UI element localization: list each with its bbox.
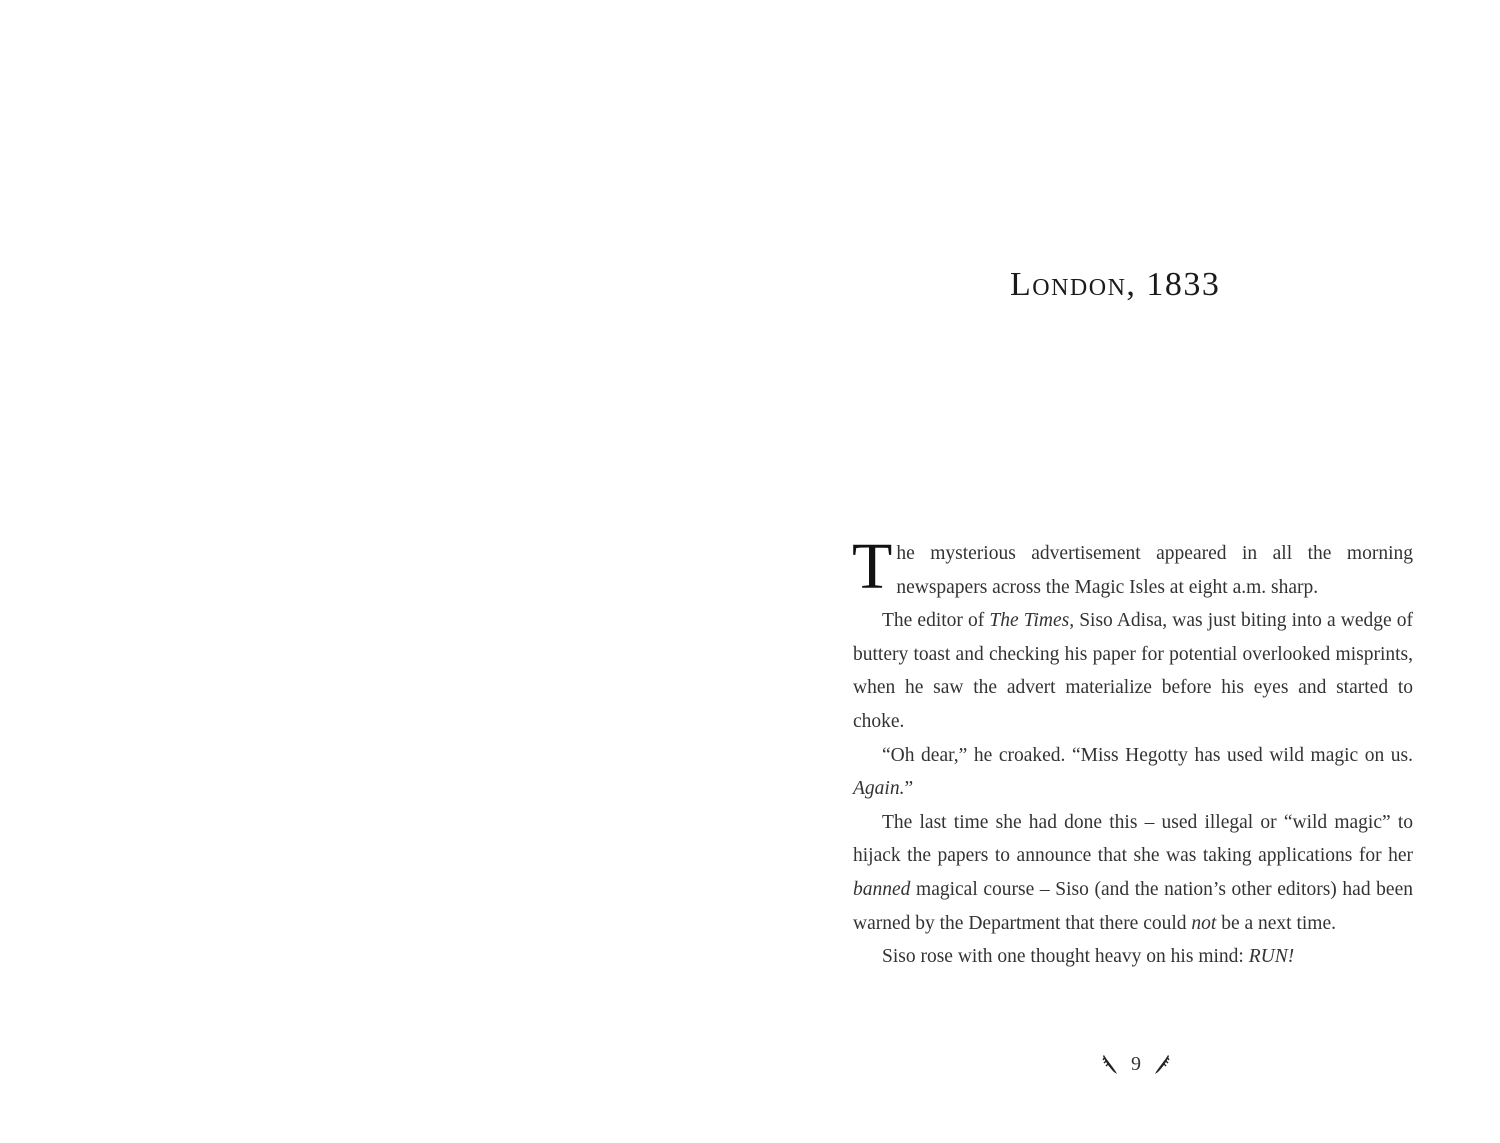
newspaper-title-italic: The Times, [989, 610, 1075, 632]
not-italic: not [1191, 912, 1217, 934]
paragraph-4 [853, 806, 1413, 940]
feather-right-icon [1153, 1053, 1171, 1075]
page-footer [1096, 1050, 1176, 1078]
paragraph-3 [853, 739, 1413, 806]
again-italic: Again. [853, 778, 905, 800]
paragraph-4-text-a: The last time she had done this – used illegal or “wild magic” to hijack the papers to announce that she was taking applications for her [853, 811, 1413, 867]
drop-cap: T [852, 530, 893, 603]
run-italic: RUN! [1248, 946, 1295, 968]
paragraph-1-text: he mysterious advertisement appeared in all the morning newspapers across the Magic Isles at eight a.m. sharp. [896, 543, 1413, 598]
paragraph-3-text-b: ” [904, 778, 914, 800]
feather-left-icon [1101, 1053, 1119, 1075]
chapter-title: London, 1833 [1010, 266, 1221, 303]
body-text [852, 530, 1414, 974]
paragraph-4-text-b: magical course – Siso (and the nation’s other editors) had been warned by the Department that there could [853, 878, 1413, 934]
paragraph-3-text-a: “Oh dear,” he croaked. “Miss Hegotty has used wild magic on us. [882, 744, 1413, 766]
paragraph-4-text-c: be a next time. [1216, 912, 1337, 934]
paragraph-2-text-a: The editor of [882, 610, 990, 632]
page-number: 9 [1131, 1052, 1141, 1075]
paragraph-2-text-b: Siso Adisa, was just biting into a wedge of buttery toast and checking his paper for potential overlooked misprints, when he saw the advert materialize before his eyes and started to choke. [853, 610, 1414, 732]
paragraph-1 [852, 530, 1413, 604]
banned-italic: banned [853, 878, 911, 900]
paragraph-5 [853, 940, 1413, 974]
paragraph-5-text-a: Siso rose with one thought heavy on his mind: [882, 946, 1249, 968]
paragraph-2 [853, 604, 1413, 738]
